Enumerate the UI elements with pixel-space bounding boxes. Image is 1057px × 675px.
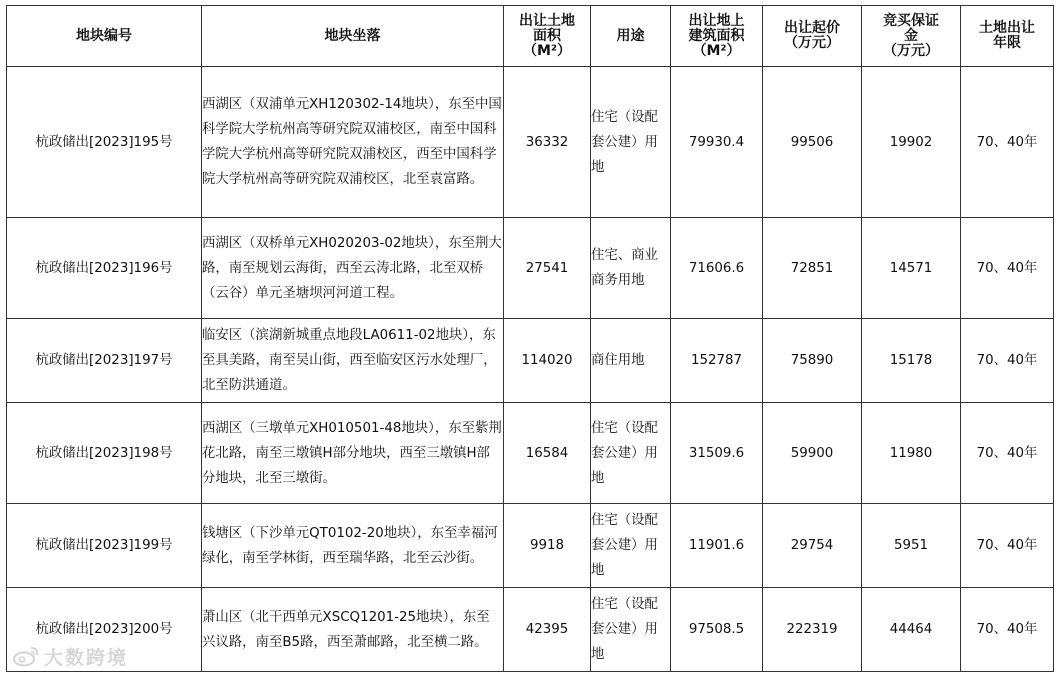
land-area-cell: 114020	[504, 319, 591, 403]
land-auction-table	[6, 5, 1054, 672]
location-cell: 钱塘区（下沙单元QT0102-20地块），东至幸福河绿化，南至学林街，西至瑞华路，北至云沙街。	[202, 504, 504, 588]
term-cell: 70、40年	[961, 403, 1054, 504]
header-location: 地块坐落	[202, 6, 504, 67]
land-area-cell: 42395	[504, 588, 591, 672]
table-row	[7, 218, 1054, 319]
term-cell: 70、40年	[961, 504, 1054, 588]
use-cell: 住宅（设配套公建）用地	[591, 67, 671, 218]
parcel-id-cell: 杭政储出[2023]195号	[7, 67, 202, 218]
location-cell: 萧山区（北干西单元XSCQ1201-25地块），东至兴议路，南至B5路，西至萧邮路，北至横二路。	[202, 588, 504, 672]
parcel-id-cell: 杭政储出[2023]199号	[7, 504, 202, 588]
land-area-cell: 16584	[504, 403, 591, 504]
building-area-cell: 97508.5	[671, 588, 763, 672]
watermark	[12, 640, 142, 672]
location-cell: 西湖区（三墩单元XH010501-48地块），东至紫荆花北路，南至三墩镇H部分地块，西至三墩镇H部分地块，北至三墩街。	[202, 403, 504, 504]
deposit-cell: 15178	[862, 319, 961, 403]
term-cell: 70、40年	[961, 218, 1054, 319]
term-cell: 70、40年	[961, 67, 1054, 218]
parcel-id-cell: 杭政储出[2023]196号	[7, 218, 202, 319]
starting-price-cell: 222319	[763, 588, 862, 672]
land-area-cell: 27541	[504, 218, 591, 319]
header-parcel-id: 地块编号	[7, 6, 202, 67]
land-area-cell: 36332	[504, 67, 591, 218]
starting-price-cell: 29754	[763, 504, 862, 588]
deposit-cell: 11980	[862, 403, 961, 504]
header-starting-price: 出让起价 （万元）	[763, 6, 862, 67]
parcel-id-cell: 杭政储出[2023]198号	[7, 403, 202, 504]
building-area-cell: 31509.6	[671, 403, 763, 504]
use-cell: 住宅、商业商务用地	[591, 218, 671, 319]
deposit-cell: 14571	[862, 218, 961, 319]
deposit-cell: 19902	[862, 67, 961, 218]
table-row	[7, 67, 1054, 218]
deposit-cell: 5951	[862, 504, 961, 588]
building-area-cell: 152787	[671, 319, 763, 403]
weibo-logo-icon	[12, 645, 40, 667]
starting-price-cell: 72851	[763, 218, 862, 319]
use-cell: 住宅（设配套公建）用地	[591, 588, 671, 672]
use-cell: 住宅（设配套公建）用地	[591, 504, 671, 588]
table-row	[7, 403, 1054, 504]
building-area-cell: 71606.6	[671, 218, 763, 319]
term-cell: 70、40年	[961, 319, 1054, 403]
table-row	[7, 319, 1054, 403]
location-cell: 临安区（滨湖新城重点地段LA0611-02地块），东至具美路，南至吴山街，西至临安区污水处理厂，北至防洪通道。	[202, 319, 504, 403]
header-land-area: 出让土地 面积 （M²）	[504, 6, 591, 67]
table-row	[7, 504, 1054, 588]
header-use: 用途	[591, 6, 671, 67]
header-building-area: 出让地上 建筑面积 （M²）	[671, 6, 763, 67]
building-area-cell: 79930.4	[671, 67, 763, 218]
use-cell: 住宅（设配套公建）用地	[591, 403, 671, 504]
parcel-id-cell: 杭政储出[2023]197号	[7, 319, 202, 403]
watermark-text: 大数跨境	[44, 646, 129, 669]
starting-price-cell: 99506	[763, 67, 862, 218]
header-term: 土地出让 年限	[961, 6, 1054, 67]
table-row	[7, 588, 1054, 672]
parcel-id-cell: 杭政储出[2023]200号	[7, 588, 202, 672]
use-cell: 商住用地	[591, 319, 671, 403]
header-row	[7, 6, 1054, 67]
location-cell: 西湖区（双浦单元XH120302-14地块），东至中国科学院大学杭州高等研究院双浦校区，南至中国科学院大学杭州高等研究院双浦校区，西至中国科学院大学杭州高等研究院双浦校区，北至袁富路。	[202, 67, 504, 218]
starting-price-cell: 59900	[763, 403, 862, 504]
header-deposit: 竞买保证 金 （万元）	[862, 6, 961, 67]
building-area-cell: 11901.6	[671, 504, 763, 588]
land-area-cell: 9918	[504, 504, 591, 588]
term-cell: 70、40年	[961, 588, 1054, 672]
deposit-cell: 44464	[862, 588, 961, 672]
starting-price-cell: 75890	[763, 319, 862, 403]
location-cell: 西湖区（双桥单元XH020203-02地块），东至荆大路，南至规划云海街，西至云涛北路，北至双桥（云谷）单元圣塘坝河河道工程。	[202, 218, 504, 319]
